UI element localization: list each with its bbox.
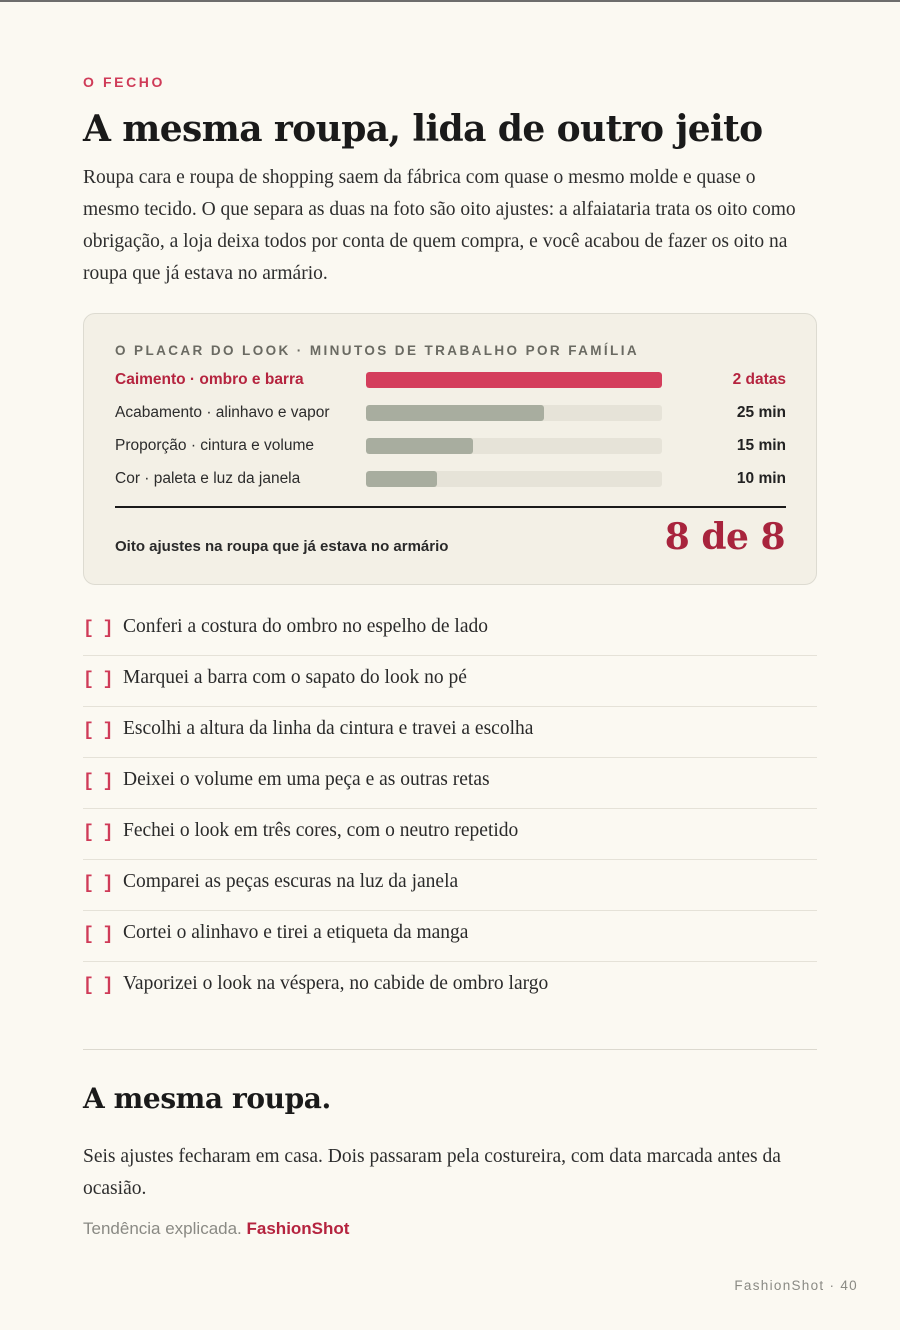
- checkbox-icon[interactable]: [ ]: [83, 874, 113, 894]
- section-kicker: O FECHO: [83, 74, 165, 90]
- page-footer: FashionShot · 40: [734, 1278, 858, 1293]
- checklist-item[interactable]: [83, 860, 817, 911]
- credit-line: [83, 1219, 349, 1239]
- scorecard-row-value: 2 datas: [732, 371, 786, 388]
- closing-paragraph: Seis ajustes fecharam em casa. Dois passaram pela costureira, com data marcada antes da ocasião.: [83, 1146, 781, 1199]
- scorecard-card: [83, 313, 817, 585]
- checkbox-icon[interactable]: [ ]: [83, 772, 113, 792]
- checklist: [83, 605, 817, 1012]
- checklist-item[interactable]: [83, 809, 817, 860]
- scorecard-bar-track: [366, 372, 662, 388]
- scorecard-row-label: Proporção · cintura e volume: [115, 437, 315, 454]
- scorecard-bar-fill: [366, 471, 437, 487]
- scorecard-row-proporcao: [115, 434, 786, 458]
- scorecard-bar-track: [366, 471, 662, 487]
- page-title: A mesma roupa, lida de outro jeito: [83, 108, 763, 150]
- scorecard-row-value: 15 min: [736, 437, 786, 454]
- scorecard-row-label: Caimento · ombro e barra: [115, 371, 304, 388]
- section-divider: [83, 1049, 817, 1050]
- scorecard-total-label: Oito ajustes na roupa que já estava no armário: [115, 538, 449, 555]
- checklist-item[interactable]: [83, 758, 817, 809]
- checklist-item-text: Deixei o volume em uma peça e as outras retas: [123, 769, 490, 790]
- scorecard-divider: [115, 506, 786, 508]
- checklist-item[interactable]: [83, 707, 817, 758]
- checkbox-icon[interactable]: [ ]: [83, 619, 113, 639]
- scorecard-bar-fill: [366, 438, 473, 454]
- checklist-item-text: Escolhi a altura da linha da cintura e travei a escolha: [123, 718, 534, 739]
- checkbox-icon[interactable]: [ ]: [83, 823, 113, 843]
- scorecard-row-cor: [115, 467, 786, 491]
- scorecard-title: O PLACAR DO LOOK · MINUTOS DE TRABALHO POR FAMÍLIA: [115, 343, 639, 358]
- checklist-item-text: Cortei o alinhavo e tirei a etiqueta da manga: [123, 922, 469, 943]
- closing-title: A mesma roupa.: [83, 1082, 331, 1115]
- scorecard-row-label: Acabamento · alinhavo e vapor: [115, 404, 330, 421]
- checkbox-icon[interactable]: [ ]: [83, 670, 113, 690]
- scorecard-total-value: 8 de 8: [664, 516, 785, 558]
- scorecard-bar-track: [366, 405, 662, 421]
- checklist-item[interactable]: [83, 911, 817, 962]
- scorecard-row-value: 25 min: [736, 404, 786, 421]
- checklist-item[interactable]: [83, 656, 817, 707]
- scorecard-row-acabamento: [115, 401, 786, 425]
- checklist-item[interactable]: [83, 605, 817, 656]
- checkbox-icon[interactable]: [ ]: [83, 925, 113, 945]
- checkbox-icon[interactable]: [ ]: [83, 976, 113, 996]
- credit-prefix: Tendência explicada.: [83, 1219, 242, 1238]
- checklist-item-text: Conferi a costura do ombro no espelho de lado: [123, 616, 488, 637]
- scorecard-bar-track: [366, 438, 662, 454]
- scorecard-bar-fill: [366, 405, 544, 421]
- checkbox-icon[interactable]: [ ]: [83, 721, 113, 741]
- scorecard-row-caimento: [115, 368, 786, 392]
- scorecard-row-label: Cor · paleta e luz da janela: [115, 470, 301, 487]
- checklist-item-text: Fechei o look em três cores, com o neutro repetido: [123, 820, 519, 841]
- scorecard-row-value: 10 min: [736, 470, 786, 487]
- credit-brand-link[interactable]: FashionShot: [246, 1219, 350, 1238]
- checklist-item-text: Vaporizei o look na véspera, no cabide de ombro largo: [123, 973, 549, 994]
- checklist-item-text: Comparei as peças escuras na luz da janela: [123, 871, 459, 892]
- scorecard-bar-fill: [366, 372, 662, 388]
- checklist-item-text: Marquei a barra com o sapato do look no pé: [123, 667, 467, 688]
- intro-paragraph: Roupa cara e roupa de shopping saem da fábrica com quase o mesmo molde e quase o mesmo tecido. O que separa as duas na foto são oito ajustes: a alfaiataria trata os oito como obrigação, a loja deixa todos por conta de quem compra, e você acabou de fazer os oito na roupa que já estava no armário.: [83, 167, 796, 284]
- top-rule: [0, 0, 900, 2]
- checklist-item[interactable]: [83, 962, 817, 1012]
